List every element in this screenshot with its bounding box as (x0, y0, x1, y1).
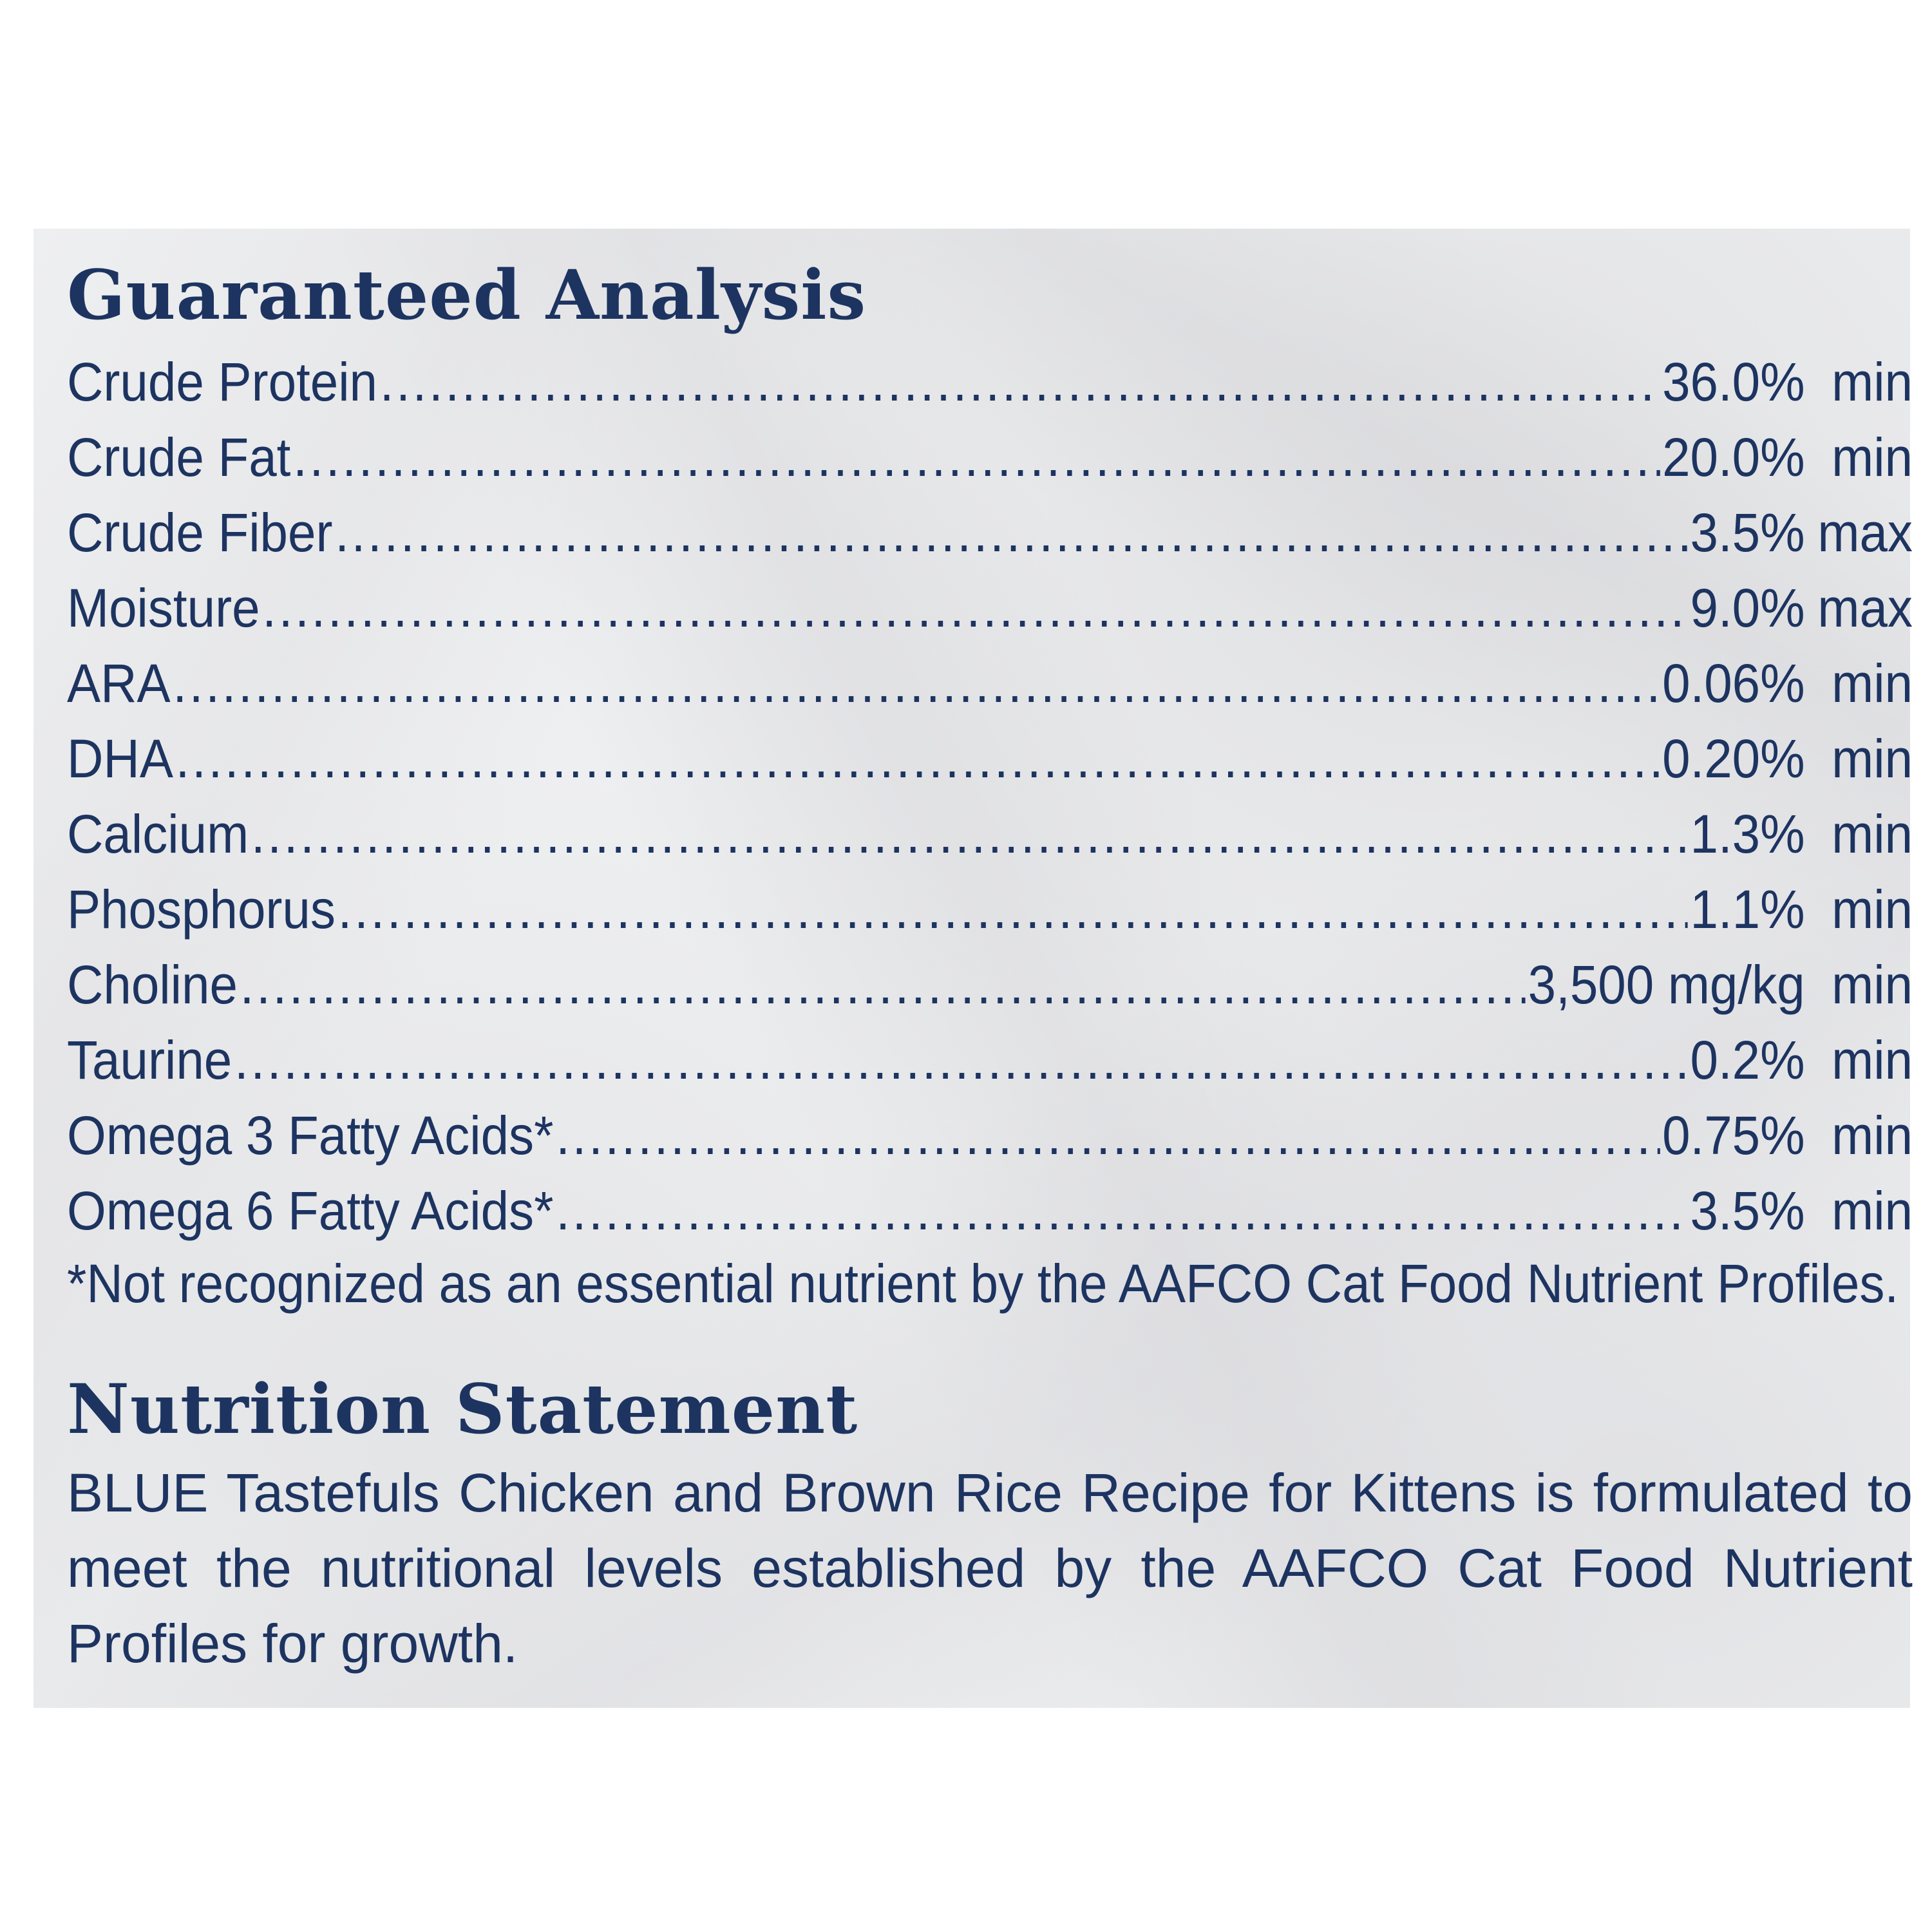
analysis-row (67, 1023, 1913, 1098)
analysis-row (67, 797, 1913, 872)
analysis-row (67, 420, 1913, 495)
nutrient-label: Choline (67, 954, 238, 1015)
nutrient-label: Crude Protein (67, 352, 378, 412)
nutrient-unit: max (1817, 578, 1913, 638)
leader-dots (556, 1173, 1688, 1249)
nutrient-unit: min (1832, 653, 1913, 714)
nutrient-value: 1.3% (1690, 804, 1805, 864)
leader-dots (240, 947, 1526, 1023)
nutrient-label: ARA (67, 653, 171, 714)
guaranteed-analysis-title: Guaranteed Analysis (67, 254, 867, 335)
analysis-row (67, 1173, 1913, 1249)
nutrient-value: 1.1% (1690, 879, 1805, 940)
nutrient-label: Moisture (67, 578, 260, 638)
nutrient-value: 0.75% (1662, 1105, 1805, 1166)
nutrient-value: 20.0% (1662, 427, 1805, 488)
leader-dots (262, 571, 1688, 646)
nutrient-value: 9.0% (1690, 578, 1805, 638)
nutrient-unit: min (1832, 879, 1913, 940)
nutrient-unit: min (1832, 954, 1913, 1015)
leader-dots (380, 345, 1660, 420)
nutrient-value: 3.5% (1690, 1180, 1805, 1241)
analysis-row (67, 1098, 1913, 1173)
leader-dots (556, 1098, 1660, 1173)
nutrition-statement-title: Nutrition Statement (67, 1368, 858, 1449)
nutrient-unit: min (1832, 1180, 1913, 1241)
nutrient-unit: min (1832, 728, 1913, 789)
nutrient-value: 0.20% (1662, 728, 1805, 789)
label-panel (33, 229, 1913, 1708)
leader-dots (251, 797, 1688, 872)
nutrient-value: 3.5% (1690, 502, 1805, 563)
nutrient-label: Calcium (67, 804, 249, 864)
nutrient-unit: min (1832, 352, 1913, 412)
nutrient-unit: min (1832, 427, 1913, 488)
analysis-table (67, 345, 1913, 1249)
nutrient-label: Crude Fiber (67, 502, 333, 563)
analysis-row (67, 721, 1913, 797)
nutrient-label: Crude Fat (67, 427, 291, 488)
leader-dots (335, 495, 1688, 571)
nutrient-label: Phosphorus (67, 879, 336, 940)
nutrient-unit: min (1832, 804, 1913, 864)
analysis-row (67, 495, 1913, 571)
nutrient-value: 3,500 mg/kg (1528, 954, 1805, 1015)
leader-dots (234, 1023, 1688, 1098)
nutrient-label: Omega 6 Fatty Acids* (67, 1180, 554, 1241)
analysis-row (67, 872, 1913, 947)
leader-dots (176, 721, 1660, 797)
analysis-row (67, 345, 1913, 420)
leader-dots (338, 872, 1688, 947)
nutrient-label: DHA (67, 728, 173, 789)
nutrient-value: 0.2% (1690, 1030, 1805, 1090)
nutrient-unit: max (1817, 502, 1913, 563)
analysis-row (67, 646, 1913, 721)
nutrient-unit: min (1832, 1105, 1913, 1166)
leader-dots (173, 646, 1660, 721)
nutrient-unit: min (1832, 1030, 1913, 1090)
nutrient-label: Omega 3 Fatty Acids* (67, 1105, 554, 1166)
footnote: *Not recognized as an essential nutrient by the AAFCO Cat Food Nutrient Profiles. (67, 1253, 1899, 1314)
analysis-row (67, 947, 1913, 1023)
nutrient-label: Taurine (67, 1030, 232, 1090)
nutrient-value: 0.06% (1662, 653, 1805, 714)
leader-dots (293, 420, 1660, 495)
analysis-row (67, 571, 1913, 646)
nutrition-statement-text: BLUE Tastefuls Chicken and Brown Rice Recipe for Kittens is formulated to meet the nutritional levels established by the AAFCO Cat Food Nutrient Profiles for growth. (67, 1463, 1913, 1674)
nutrient-value: 36.0% (1662, 352, 1805, 412)
